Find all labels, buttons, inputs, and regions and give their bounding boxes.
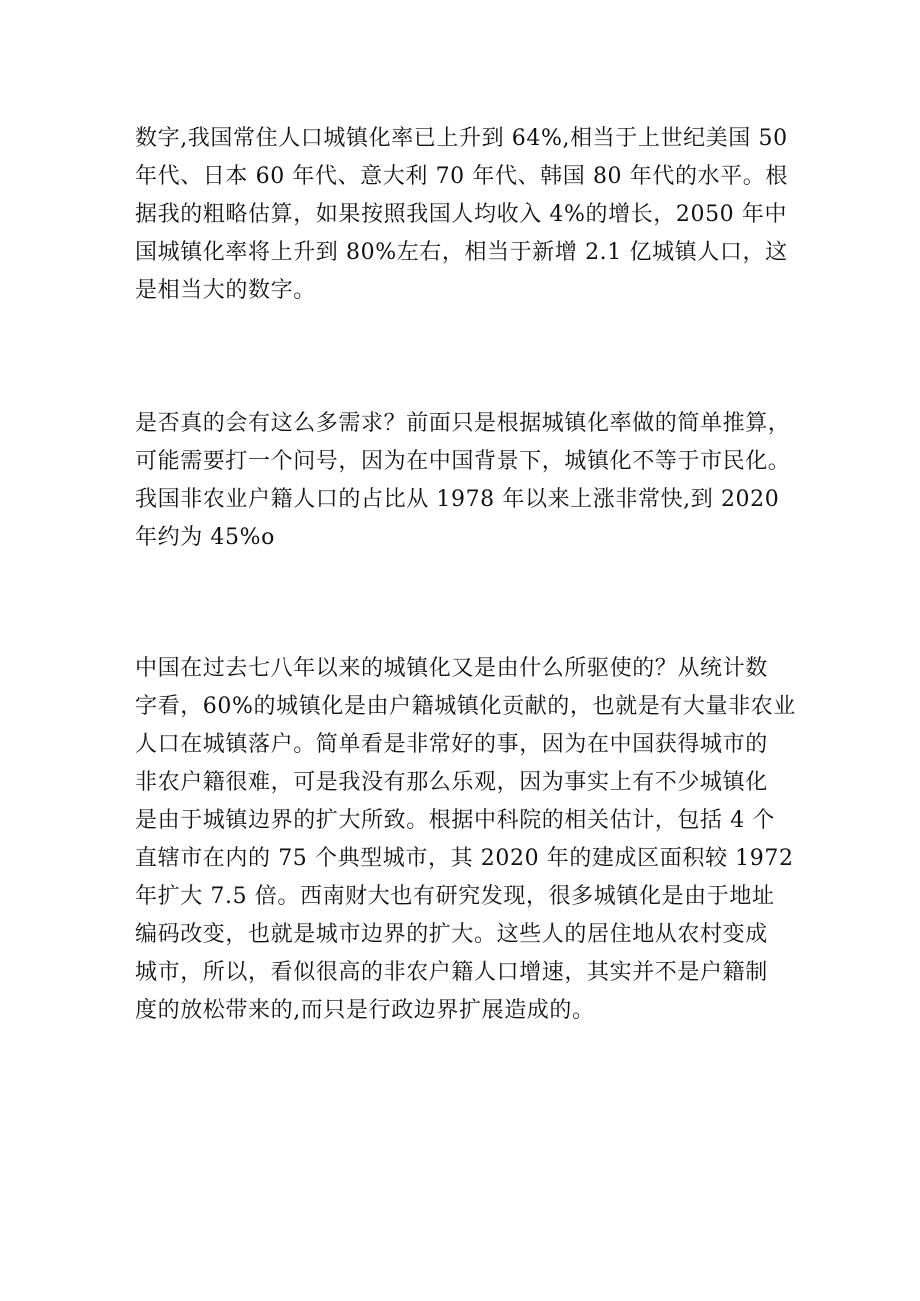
- text-line: 可能需要打一个问号，因为在中国背景下，城镇化不等于市民化。: [135, 449, 791, 474]
- text-line: 字看，60%的城镇化是由户籍城镇化贡献的，也就是有大量非农业: [135, 694, 796, 719]
- text-line: 数字,我国常住人口城镇化率已上升到 64%,相当于上世纪美国 50: [135, 126, 788, 151]
- text-line: 年代、日本 60 年代、意大利 70 年代、韩国 80 年代的水平。根: [135, 164, 788, 189]
- text-line: 人口在城镇落户。简单看是非常好的事，因为在中国获得城市的: [135, 732, 768, 757]
- text-line: 非农户籍很难，可是我没有那么乐观，因为事实上有不少城镇化: [135, 770, 768, 795]
- text-line: 直辖市在内的 75 个典型城市，其 2020 年的建成区面积较 1972: [135, 846, 794, 871]
- text-line: 国城镇化率将上升到 80%左右，相当于新增 2.1 亿城镇人口，这: [135, 240, 788, 265]
- text-line: 据我的粗略估算，如果按照我国人均收入 4%的增长，2050 年中: [135, 202, 788, 227]
- text-line: 度的放松带来的,而只是行政边界扩展造成的。: [135, 998, 595, 1023]
- text-line: 是由于城镇边界的扩大所致。根据中科院的相关估计，包括 4 个: [135, 808, 775, 833]
- text-line: 中国在过去七八年以来的城镇化又是由什么所驱使的？从统计数: [135, 656, 768, 681]
- text-line: 是否真的会有这么多需求？前面只是根据城镇化率做的简单推算，: [135, 411, 791, 436]
- paragraph-urbanization-drivers: [135, 650, 815, 1030]
- text-line: 我国非农业户籍人口的占比从 1978 年以来上涨非常快,到 2020: [135, 487, 780, 512]
- text-line: 是相当大的数字。: [135, 278, 316, 303]
- text-line: 年约为 45%o: [135, 525, 275, 550]
- text-line: 年扩大 7.5 倍。西南财大也有研究发现，很多城镇化是由于地址: [135, 884, 775, 909]
- text-line: 城市，所以，看似很高的非农户籍人口增速，其实并不是户籍制: [135, 960, 768, 985]
- text-line: 编码改变，也就是城市边界的扩大。这些人的居住地从农村变成: [135, 922, 768, 947]
- paragraph-urbanization-rate: [135, 120, 815, 310]
- paragraph-demand-question: [135, 405, 815, 557]
